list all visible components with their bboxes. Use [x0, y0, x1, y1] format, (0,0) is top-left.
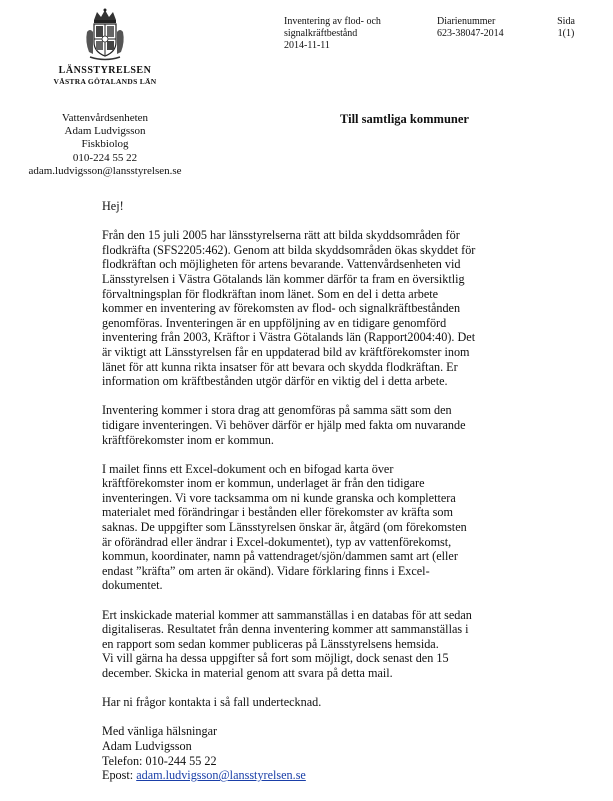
- document-date: 2014-11-11: [284, 40, 330, 52]
- text-line: kräftförekomster inom er kommun.: [102, 432, 274, 447]
- letter-body: [102, 199, 532, 783]
- text-line: förvaltningsplan för flodkräftan inom länet. Som en del i detta arbete: [102, 286, 439, 301]
- organization-block: [40, 65, 170, 87]
- text-line: december. Skicka in material genom att svara på detta mail.: [102, 666, 393, 680]
- text-line: saknas. De uppgifter som Länsstyrelsen önskar är, åtgärd (om förekomsten: [102, 520, 467, 535]
- document-title-line: Inventering av flod- och: [284, 16, 381, 27]
- text-line: tidigare inventeringen. Vi behöver därför er hjälp med fakta om nuvarande: [102, 417, 466, 432]
- organization-region: VÄSTRA GÖTALANDS LÄN: [53, 77, 157, 86]
- text-line: Inventering kommer i stora drag att genomföras på samma sätt som den: [102, 403, 452, 418]
- signature-name: Adam Ludvigsson: [102, 738, 192, 753]
- signature-block: [102, 724, 532, 782]
- text-line: flodkräfta (SFS2205:462). Genom att bilda skyddsområden ökas skyddet för: [102, 242, 476, 257]
- text-line: kräftförekomster inom er kommun, underlaget är från den tidigare: [102, 476, 425, 491]
- text-line: information om kräftbestånden utgör därför en viktig del i detta arbete.: [102, 374, 448, 389]
- email-link[interactable]: adam.ludvigsson@lansstyrelsen.se: [136, 768, 306, 783]
- text-line: är viktigt att Länsstyrelsen får en uppdaterad bild av kräftförekomster inom: [102, 344, 470, 359]
- text-line: flodkräftan och möjligheten för artens bevarande. Vattenvårdsenheten vid: [102, 257, 461, 272]
- text-line: Har ni frågor kontakta i så fall undertecknad.: [102, 695, 322, 710]
- text-line: kommer en inventering av förekomsten av flod- och signalkräftbestånden: [102, 301, 461, 316]
- paragraph-2: [102, 403, 532, 447]
- text-line: genomföras. Inventeringen är en uppföljning av en tidigare genomförd: [102, 315, 447, 330]
- sender-phone: 010-224 55 22: [72, 151, 138, 164]
- paragraph-4: [102, 608, 532, 681]
- page-label: Sida: [557, 16, 575, 27]
- text-line: inventeringen. Vi vore tacksamma om ni kunde granska och komplettera: [102, 490, 456, 505]
- document-title-block: [284, 16, 424, 53]
- paragraph-3: [102, 462, 532, 593]
- text-line: inventering från 2003, Kräftor i Västra Götalands län (Rapport2004:40). Det: [102, 330, 476, 345]
- text-line: materialet med förändringar i bestånden eller förekomster av kräfta som: [102, 505, 453, 520]
- sender-title: Fiskbiolog: [81, 138, 129, 151]
- text-line: Länsstyrelsen i Västra Götalands län kommer därför ta fram en översiktlig: [102, 271, 465, 286]
- sender-name: Adam Ludvigsson: [64, 125, 146, 138]
- paragraph-1: [102, 228, 532, 389]
- email-label: Epost:: [102, 768, 134, 783]
- diarie-label: Diarienummer: [437, 16, 496, 27]
- text-line: endast ”kräfta” om arten är okänd). Vidare förklaring finns i Excel-: [102, 563, 430, 578]
- signature-email-row: [102, 768, 532, 783]
- document-title-line: signalkräftbestånd: [284, 28, 358, 40]
- greeting: Hej!: [102, 199, 124, 213]
- sender-email: adam.ludvigsson@lansstyrelsen.se: [28, 164, 182, 177]
- text-line: I mailet finns ett Excel-dokument och en bifogad karta över: [102, 461, 394, 476]
- diarie-block: [437, 16, 537, 40]
- coat-of-arms-icon: [84, 8, 126, 62]
- text-line: Vi vill gärna ha dessa uppgifter så fort som möjligt, dock senast den 15: [102, 651, 449, 666]
- text-line: Ert inskickade material kommer att sammanställas i en databas för att sedan: [102, 607, 472, 622]
- signature-phone: Telefon: 010-244 55 22: [102, 753, 217, 768]
- recipient: Till samtliga kommuner: [340, 112, 469, 126]
- text-line: länet för att kunna rikta insatser för att bevara och skydda flodkräftan. Er: [102, 359, 458, 374]
- text-line: är oförändrad eller ändrar i Excel-dokumentet), typ av vattenförekomst,: [102, 534, 452, 549]
- page-number: 1(1): [557, 28, 575, 40]
- text-line: Från den 15 juli 2005 har länsstyrelserna rätt att bilda skyddsområden för: [102, 228, 460, 243]
- text-line: dokumentet.: [102, 578, 163, 593]
- text-line: digitaliseras. Resultatet från denna inventering kommer att sammanställas i: [102, 622, 469, 637]
- diarie-number: 623-38047-2014: [437, 28, 504, 40]
- text-line: en rapport som sedan kommer publiceras på Länsstyrelsens hemsida.: [102, 636, 439, 651]
- text-line: kommun, koordinater, namn på vattendraget/sjön/dammen samt art (eller: [102, 549, 458, 564]
- sender-unit: Vattenvårdsenheten: [61, 112, 149, 124]
- sender-block: [20, 112, 190, 178]
- page-number-block: [551, 16, 581, 40]
- paragraph-5: [102, 695, 532, 710]
- organization-name: LÄNSSTYRELSEN: [58, 65, 152, 76]
- closing: Med vänliga hälsningar: [102, 724, 218, 739]
